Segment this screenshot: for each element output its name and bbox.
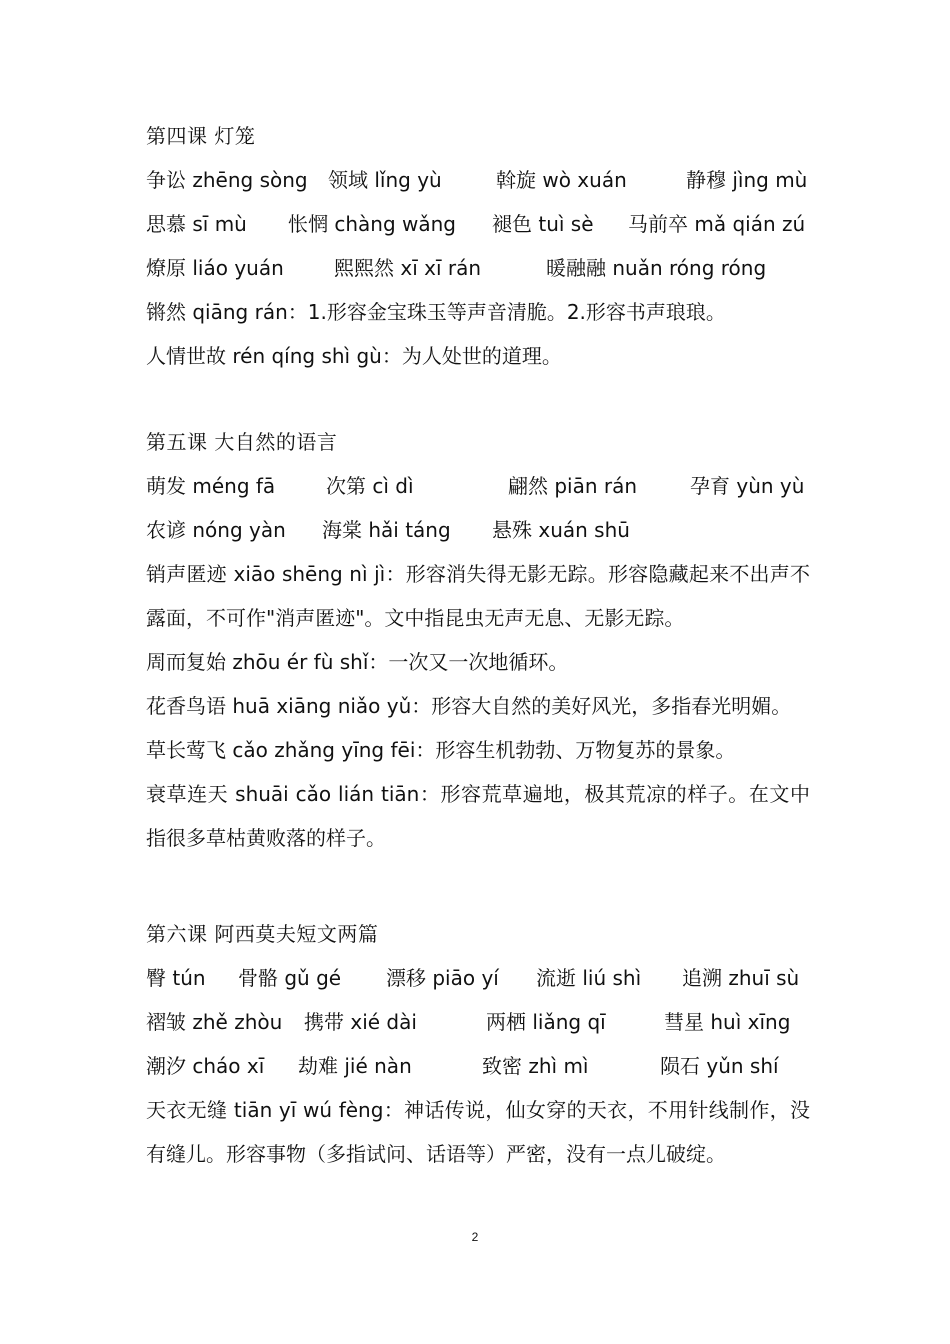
vocab-item: 农谚 nóng yàn: [146, 518, 286, 542]
vocab-row: [146, 202, 816, 246]
vocab-item: 致密 zhì mì: [482, 1054, 589, 1078]
vocab-item: 彗星 huì xīng: [664, 1010, 791, 1034]
vocab-item: 静穆 jìng mù: [686, 168, 808, 192]
vocab-item: 悬殊 xuán shū: [492, 518, 630, 542]
vocab-item: 流逝 liú shì: [536, 966, 642, 990]
vocab-item: 追溯 zhuī sù: [682, 966, 800, 990]
vocab-row: [146, 246, 816, 290]
vocab-item: 熙熙然 xī xī rán: [334, 256, 482, 280]
vocab-item: 萌发 méng fā: [146, 474, 276, 498]
lesson-6-title: 第六课 阿西莫夫短文两篇: [146, 922, 379, 946]
vocab-item: 劫难 jié nàn: [298, 1054, 412, 1078]
definition-line: 花香鸟语 huā xiāng niǎo yǔ：形容大自然的美好风光，多指春光明媚。: [146, 694, 792, 718]
vocab-item: 翩然 piān rán: [508, 474, 638, 498]
definition-line: 人情世故 rén qíng shì gù：为人处世的道理。: [146, 344, 562, 368]
lesson-6-section: [146, 912, 816, 1176]
definition-line: 周而复始 zhōu ér fù shǐ：一次又一次地循环。: [146, 650, 569, 674]
vocab-item: 海棠 hǎi táng: [322, 518, 451, 542]
vocab-item: 臀 tún: [146, 966, 206, 990]
vocab-item: 骨骼 gǔ gé: [238, 966, 342, 990]
vocab-item: 思慕 sī mù: [146, 212, 247, 236]
vocab-item: 潮汐 cháo xī: [146, 1054, 265, 1078]
vocab-row: [146, 508, 816, 552]
vocab-item: 褪色 tuì sè: [492, 212, 594, 236]
lesson-4-title: 第四课 灯笼: [146, 124, 256, 148]
vocab-row: [146, 158, 816, 202]
vocab-item: 褶皱 zhě zhòu: [146, 1010, 283, 1034]
vocab-item: 争讼 zhēng sòng: [146, 168, 308, 192]
lesson-5-section: [146, 420, 816, 860]
definition-paragraph: 销声匿迹 xiāo shēng nì jì：形容消失得无影无踪。形容隐藏起来不出声不露面，不可作"消声匿迹"。文中指昆虫无声无息、无影无踪。: [146, 562, 810, 630]
vocab-item: 暖融融 nuǎn róng róng: [546, 256, 767, 280]
vocab-item: 漂移 piāo yí: [386, 966, 499, 990]
vocab-row: [146, 1000, 816, 1044]
definition-line: 草长莺飞 cǎo zhǎng yīng fēi：形容生机勃勃、万物复苏的景象。: [146, 738, 736, 762]
definition-paragraph: 天衣无缝 tiān yī wú fèng：神话传说，仙女穿的天衣，不用针线制作，没有缝儿。形容事物（多指试问、话语等）严密，没有一点儿破绽。: [146, 1098, 810, 1166]
vocab-row: [146, 464, 816, 508]
vocab-item: 两栖 liǎng qī: [486, 1010, 606, 1034]
definition-line: 锵然 qiāng rán：1.形容金宝珠玉等声音清脆。2.形容书声琅琅。: [146, 300, 726, 324]
vocab-item: 次第 cì dì: [326, 474, 414, 498]
vocab-row: [146, 1044, 816, 1088]
vocab-item: 陨石 yǔn shí: [660, 1054, 779, 1078]
vocab-item: 斡旋 wò xuán: [496, 168, 627, 192]
definition-paragraph: 衰草连天 shuāi cǎo lián tiān：形容荒草遍地，极其荒凉的样子。在文中指很多草枯黄败落的样子。: [146, 782, 810, 850]
vocab-item: 马前卒 mǎ qián zú: [628, 212, 806, 236]
page-number: 2: [471, 1230, 479, 1244]
vocab-item: 携带 xié dài: [304, 1010, 417, 1034]
vocab-item: 怅惘 chàng wǎng: [288, 212, 456, 236]
vocab-item: 孕育 yùn yù: [690, 474, 805, 498]
vocab-item: 燎原 liáo yuán: [146, 256, 284, 280]
vocab-row: [146, 956, 816, 1000]
vocab-item: 领域 lǐng yù: [328, 168, 442, 192]
lesson-4-section: [146, 114, 816, 378]
lesson-5-title: 第五课 大自然的语言: [146, 430, 338, 454]
